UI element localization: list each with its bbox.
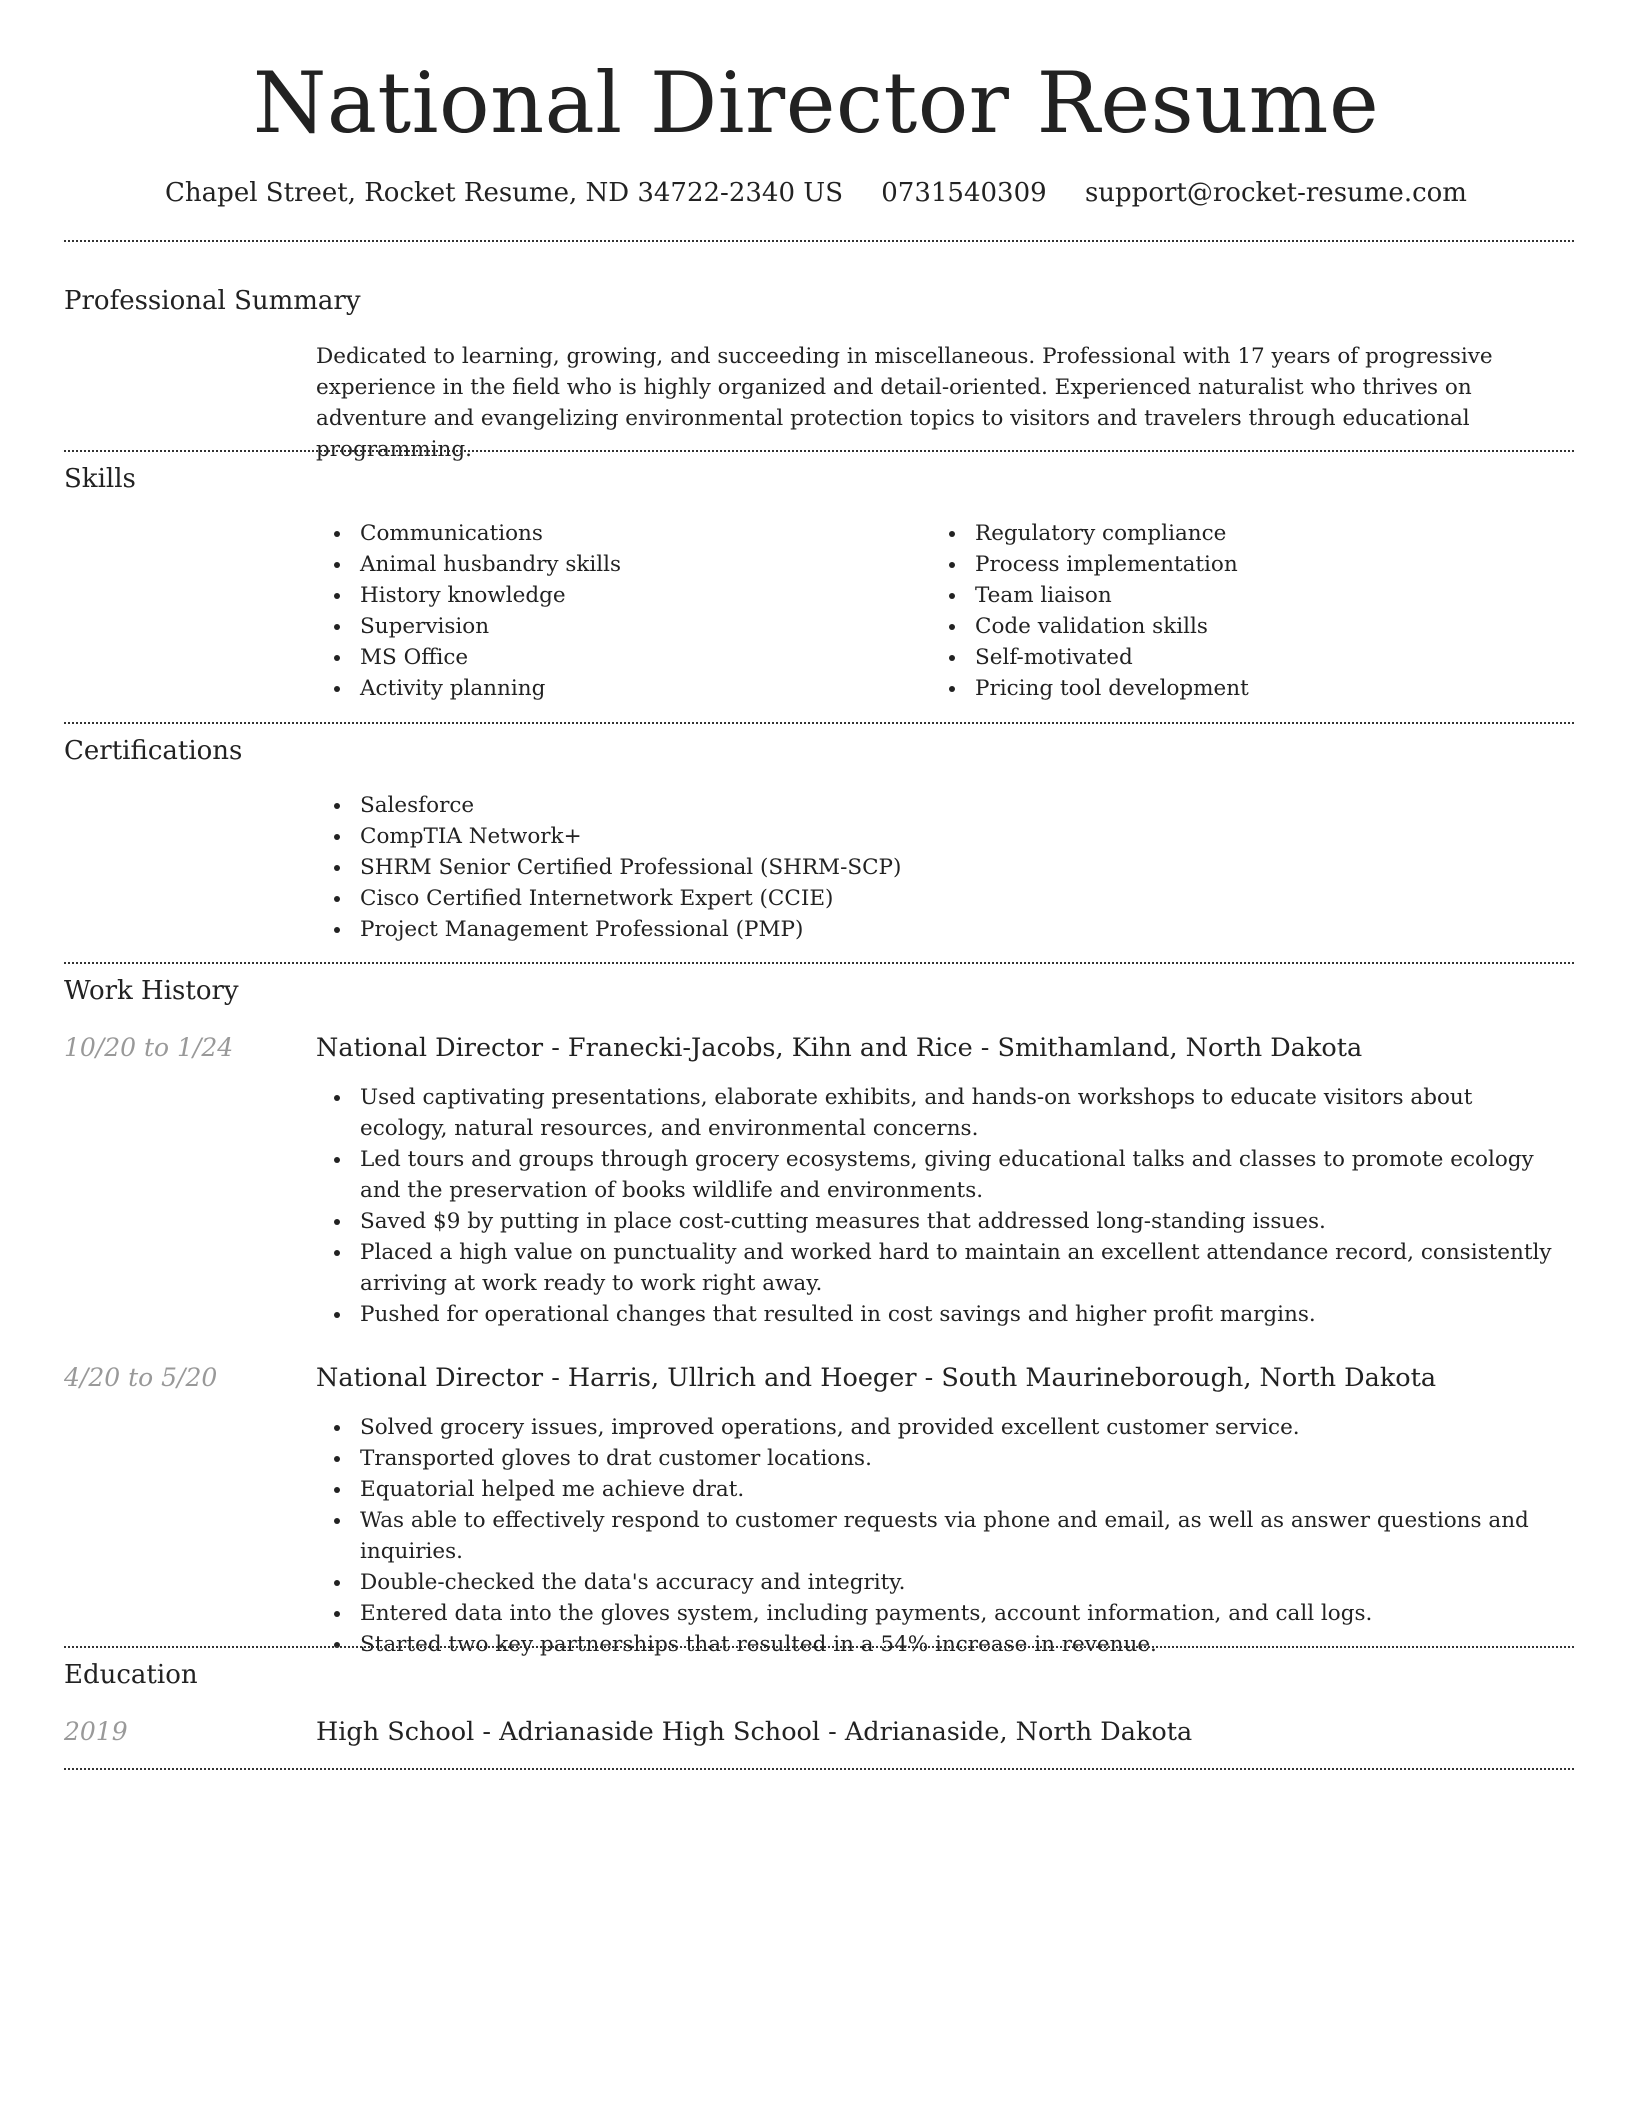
job-bullet-list — [316, 1082, 1566, 1330]
contact-address: Chapel Street, Rocket Resume, ND 34722-2340 US — [165, 178, 843, 208]
list-item: MS Office — [316, 642, 916, 673]
list-item: History knowledge — [316, 580, 916, 611]
list-item: Transported gloves to drat customer locations. — [316, 1443, 1566, 1474]
list-item: Team liaison — [931, 580, 1531, 611]
list-item: Started two key partnerships that resulted in a 54% increase in revenue. — [316, 1629, 1566, 1660]
list-item: Self-motivated — [931, 642, 1531, 673]
list-item: Supervision — [316, 611, 916, 642]
education-year: 2019 — [64, 1717, 128, 1746]
list-item: Communications — [316, 518, 916, 549]
skills-list-right — [931, 518, 1531, 704]
list-item: Animal husbandry skills — [316, 549, 916, 580]
list-item: Process implementation — [931, 549, 1531, 580]
list-item: Led tours and groups through grocery ecosystems, giving educational talks and classes to promote ecology and the preservation of books wildlife and environments. — [316, 1144, 1566, 1206]
section-title-education: Education — [64, 1660, 198, 1690]
resume-header — [0, 48, 1632, 210]
list-item: Equatorial helped me achieve drat. — [316, 1474, 1566, 1505]
skills-column-right — [931, 518, 1531, 704]
education-heading: High School - Adrianaside High School - Adrianaside, North Dakota — [316, 1717, 1193, 1747]
job-bullets — [316, 1082, 1566, 1330]
list-item: SHRM Senior Certified Professional (SHRM-SCP) — [316, 852, 1566, 883]
job-dates: 4/20 to 5/20 — [64, 1363, 218, 1392]
list-item: Salesforce — [316, 790, 1566, 821]
divider — [64, 1768, 1574, 1770]
divider — [64, 450, 1574, 452]
list-item: Activity planning — [316, 673, 916, 704]
certifications-column — [316, 790, 1566, 945]
skills-column-left — [316, 518, 916, 704]
resume-title: National Director Resume — [252, 54, 1380, 152]
list-item: Used captivating presentations, elaborate exhibits, and hands-on workshops to educate visitors about ecology, natural resources, and environmental concerns. — [316, 1082, 1566, 1144]
list-item: Code validation skills — [931, 611, 1531, 642]
section-title-certifications: Certifications — [64, 736, 243, 766]
list-item: Pricing tool development — [931, 673, 1531, 704]
section-title-skills: Skills — [64, 464, 136, 494]
section-title-summary: Professional Summary — [64, 286, 361, 316]
summary-text: Dedicated to learning, growing, and succeeding in miscellaneous. Professional with 17 years of progressive experience in the field who is highly organized and detail-oriented. Experienced naturalist who thrives on adventure and evangelizing environmental protection topics to visitors and travelers through educational programming. — [316, 344, 1493, 462]
certifications-list — [316, 790, 1566, 945]
list-item: Regulatory compliance — [931, 518, 1531, 549]
list-item: Placed a high value on punctuality and worked hard to maintain an excellent attendance record, consistently arriving at work ready to work right away. — [316, 1237, 1566, 1299]
divider — [64, 962, 1574, 964]
job-heading: National Director - Harris, Ullrich and Hoeger - South Maurineborough, North Dakota — [316, 1363, 1437, 1393]
list-item: Pushed for operational changes that resulted in cost savings and higher profit margins. — [316, 1299, 1566, 1330]
list-item: Entered data into the gloves system, including payments, account information, and call logs. — [316, 1598, 1566, 1629]
job-dates: 10/20 to 1/24 — [64, 1033, 234, 1062]
job-bullets — [316, 1412, 1566, 1660]
list-item: Cisco Certified Internetwork Expert (CCIE) — [316, 883, 1566, 914]
list-item: CompTIA Network+ — [316, 821, 1566, 852]
list-item: Solved grocery issues, improved operations, and provided excellent customer service. — [316, 1412, 1566, 1443]
divider — [64, 722, 1574, 724]
list-item: Was able to effectively respond to customer requests via phone and email, as well as answer questions and inquiries. — [316, 1505, 1566, 1567]
job-bullet-list — [316, 1412, 1566, 1660]
list-item: Double-checked the data's accuracy and integrity. — [316, 1567, 1566, 1598]
contact-line — [0, 176, 1632, 210]
list-item: Project Management Professional (PMP) — [316, 914, 1566, 945]
contact-phone: 0731540309 — [881, 178, 1047, 208]
job-heading: National Director - Franecki-Jacobs, Kihn and Rice - Smithamland, North Dakota — [316, 1033, 1363, 1063]
skills-list-left — [316, 518, 916, 704]
contact-email: support@rocket-resume.com — [1084, 178, 1467, 208]
list-item: Saved $9 by putting in place cost-cutting measures that addressed long-standing issues. — [316, 1206, 1566, 1237]
divider — [64, 1646, 1574, 1648]
divider — [64, 240, 1574, 242]
section-title-work-history: Work History — [64, 976, 239, 1006]
